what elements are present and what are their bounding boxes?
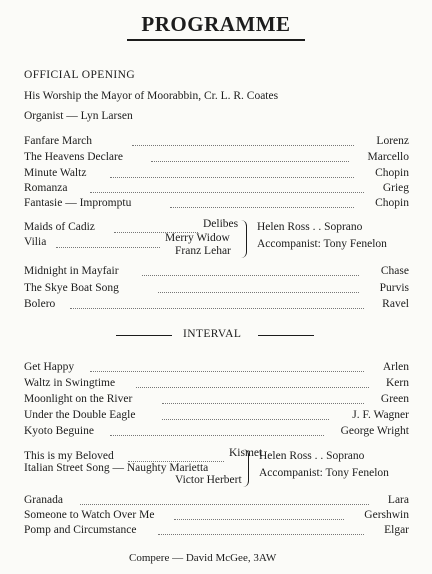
list-item <box>24 524 409 539</box>
list-item <box>24 409 409 424</box>
piece-composer: Gershwin <box>364 509 409 521</box>
piece-title: Bolero <box>24 298 56 310</box>
piece-composer: Marcello <box>367 151 409 163</box>
leader-dots <box>158 291 359 293</box>
vocal-title: Maids of Cadiz <box>24 221 95 233</box>
organist-line: Organist — Lyn Larsen <box>24 110 133 122</box>
leader-dots <box>80 503 369 505</box>
list-item <box>24 494 409 509</box>
vocal-composer: Delibes <box>203 218 239 230</box>
leader-dots <box>151 160 349 162</box>
list-item <box>24 377 409 392</box>
piece-composer: Chase <box>380 265 409 277</box>
piece-title: Pomp and Circumstance <box>24 524 137 536</box>
divider-line <box>258 335 314 336</box>
vocal-composer: Kismet <box>229 447 263 459</box>
leader-dots <box>110 434 324 436</box>
piece-composer: Elgar <box>384 524 409 536</box>
piece-composer: Arlen <box>382 361 409 373</box>
interval-heading: INTERVAL <box>183 328 242 340</box>
vocal-title: This is my Beloved <box>24 450 114 462</box>
leader-dots <box>162 418 329 420</box>
leader-dots <box>70 307 364 309</box>
page-title: PROGRAMME <box>141 12 291 36</box>
piece-title: Waltz in Swingtime <box>24 377 116 389</box>
piece-composer: Chopin <box>375 167 409 179</box>
leader-dots <box>174 518 344 520</box>
piece-composer: Kern <box>386 377 409 389</box>
group-brace <box>239 220 247 258</box>
list-item <box>24 509 409 524</box>
leader-dots <box>158 533 364 535</box>
piece-title: Moonlight on the River <box>24 393 133 405</box>
accompanist-line: Accompanist: Tony Fenelon <box>259 467 389 479</box>
piece-composer: Green <box>380 393 409 405</box>
group-brace <box>241 449 249 487</box>
piece-composer: Lorenz <box>376 135 409 147</box>
leader-dots <box>162 402 364 404</box>
piece-composer: George Wright <box>340 425 409 437</box>
leader-dots <box>110 176 354 178</box>
piece-title: The Skye Boat Song <box>24 282 119 294</box>
piece-title: Kyoto Beguine <box>24 425 94 437</box>
leader-dots <box>132 144 354 146</box>
vocal-composer: Merry Widow <box>165 232 230 244</box>
piece-title: Someone to Watch Over Me <box>24 509 155 521</box>
piece-title: Under the Double Eagle <box>24 409 136 421</box>
soloist-line: Helen Ross . . Soprano <box>257 221 363 233</box>
accompanist-line: Accompanist: Tony Fenelon <box>257 238 387 250</box>
vocal-composer: Victor Herbert <box>175 474 242 486</box>
mayor-line: His Worship the Mayor of Moorabbin, Cr. L. R. Coates <box>24 90 279 102</box>
piece-composer: Chopin <box>375 197 409 209</box>
piece-title: Get Happy <box>24 361 75 373</box>
list-item <box>24 167 409 182</box>
leader-dots <box>56 246 160 248</box>
compere-line: Compere — David McGee, 3AW <box>129 552 277 564</box>
leader-dots <box>170 206 354 208</box>
piece-title: Granada <box>24 494 63 506</box>
list-item <box>24 135 409 150</box>
leader-dots <box>136 386 369 388</box>
piece-title: The Heavens Declare <box>24 151 123 163</box>
piece-title: Minute Waltz <box>24 167 87 179</box>
leader-dots <box>90 370 364 372</box>
piece-title: Romanza <box>24 182 68 194</box>
piece-title: Fanfare March <box>24 135 93 147</box>
piece-composer: Purvis <box>379 282 409 294</box>
piece-composer: Ravel <box>382 298 409 310</box>
list-item <box>24 361 409 376</box>
piece-composer: Grieg <box>382 182 409 194</box>
piece-composer: Lara <box>387 494 409 506</box>
leader-dots <box>90 191 364 193</box>
vocal-title: Italian Street Song — Naughty Marietta <box>24 462 209 474</box>
vocal-composer: Franz Lehar <box>175 245 231 257</box>
piece-title: Fantasie — Impromptu <box>24 197 132 209</box>
opening-heading: OFFICIAL OPENING <box>24 69 136 81</box>
list-item <box>24 282 409 297</box>
list-item <box>24 265 409 280</box>
piece-title: Midnight in Mayfair <box>24 265 119 277</box>
list-item <box>24 393 409 408</box>
vocal-title: Vilia <box>24 236 47 248</box>
soloist-line: Helen Ross . . Soprano <box>259 450 365 462</box>
leader-dots <box>142 274 359 276</box>
divider-line <box>116 335 172 336</box>
list-item <box>24 298 409 313</box>
list-item <box>24 151 409 166</box>
list-item <box>24 197 409 212</box>
list-item <box>24 425 409 440</box>
list-item <box>24 182 409 197</box>
piece-composer: J. F. Wagner <box>352 409 409 421</box>
title-underline <box>127 39 305 41</box>
